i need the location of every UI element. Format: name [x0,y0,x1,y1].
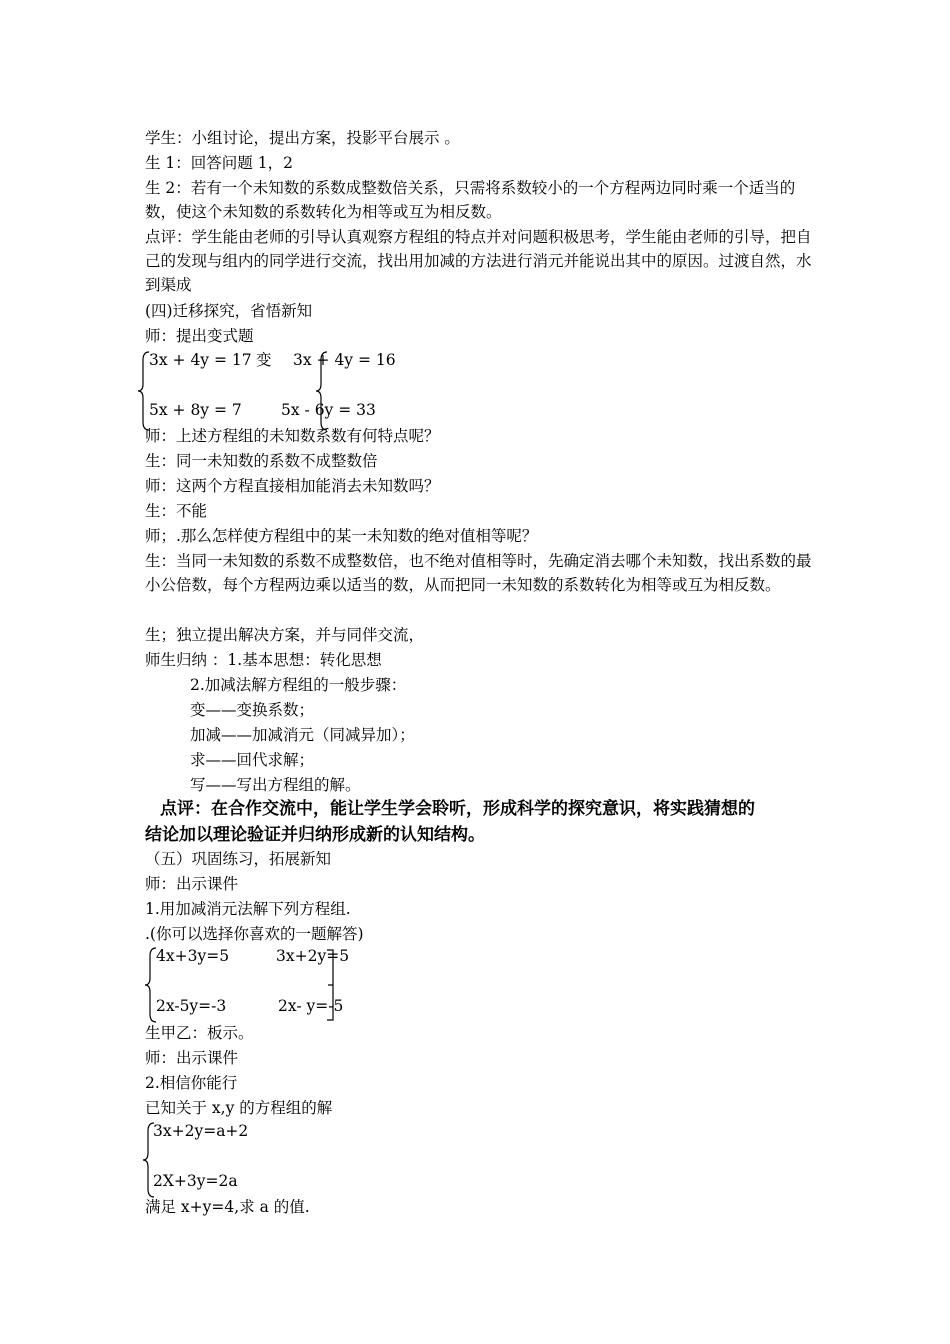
equation: 4x+3y=5 [156,947,230,965]
text-line: 满足 x+y=4,求 a 的值. [145,1198,310,1216]
text-paragraph: 生 2：若有一个未知数的系数成整数倍关系，只需将系数较小的一个方程两边同时乘一个适当的数，使这个未知数的系数转化为相等或互为相反数。 [145,179,796,221]
equation: 2x-5y=-3 [156,997,227,1015]
equation: 3x + 4y = 17 [149,351,252,369]
text-line: 变——变换系数； [190,701,315,719]
text-paragraph: 点评：学生能由老师的引导认真观察方程组的特点并对问题积极思考，学生能由老师的引导，把自己的发现与组内的同学进行交流，找出用加减的方法进行消元并能说出其中的原因。过渡自然，水到渠成 [145,228,812,294]
equation: 2x- y=-5 [278,997,344,1015]
text-line: 求——回代求解； [190,751,315,769]
text-line: 2.加减法解方程组的一般步骤： [190,676,407,694]
section-heading: (四)迁移探究，省悟新知 [145,302,313,320]
text-line: 生：同一未知数的系数不成整数倍 [145,452,378,470]
text-line: 已知关于 x,y 的方程组的解 [145,1099,333,1117]
text-line: 师：这两个方程直接相加能消去未知数吗？ [145,477,440,495]
text-line: 2.相信你能行 [145,1074,238,1092]
text-line: 师：出示课件 [145,875,239,893]
text-line: 师；.那么怎样使方程组中的某一未知数的绝对值相等呢？ [145,527,538,545]
text-line: 生 1：回答问题 1，2 [145,154,293,172]
text-line: 师：出示课件 [145,1049,239,1067]
text-line: 师生归纳 ：1.基本思想：转化思想 [145,651,382,669]
equation: 3x+2y=a+2 [153,1122,249,1140]
bracket-icon [325,948,339,1022]
equation: 3x+2y=5 [276,947,350,965]
text-line: 加减——加减消元（同减异加）； [190,726,415,744]
text-line: 生甲乙：板示。 [145,1024,254,1042]
equation: 3x + 4y = 16 [293,351,396,369]
transform-label: 变 [256,351,272,369]
section-heading: （五）巩固练习，拓展新知 [145,850,332,868]
text-line: 师：提出变式题 [145,327,254,345]
left-brace-icon [316,352,330,430]
text-line: 1.用加减消元法解下列方程组. [145,900,351,918]
text-line: 生；独立提出解决方案，并与同伴交流， [145,626,425,644]
equation: 5x - 6y = 33 [281,401,376,419]
commentary-bold: 点评：在合作交流中，能让学生学会聆听，形成科学的探究意识，将实践猜想的 [160,799,755,819]
text-line: 学生：小组讨论，提出方案，投影平台展示 。 [145,129,460,147]
equation: 5x + 8y = 7 [149,401,242,419]
text-line: .(你可以选择你喜欢的一题解答) [145,925,364,943]
text-line: 师：上述方程组的未知数系数有何特点呢？ [145,427,440,445]
text-paragraph: 生：当同一未知数的系数不成整数倍，也不绝对值相等时，先确定消去哪个未知数，找出系数的最小公倍数，每个方程两边乘以适当的数，从而把同一未知数的系数转化为相等或互为相反数。 [145,552,812,594]
text-line: 写——写出方程组的解。 [190,776,361,794]
equation: 2X+3y=2a [153,1172,238,1190]
text-line: 生：不能 [145,502,208,520]
commentary-bold: 结论加以理论验证并归纳形成新的认知结构。 [145,825,485,845]
